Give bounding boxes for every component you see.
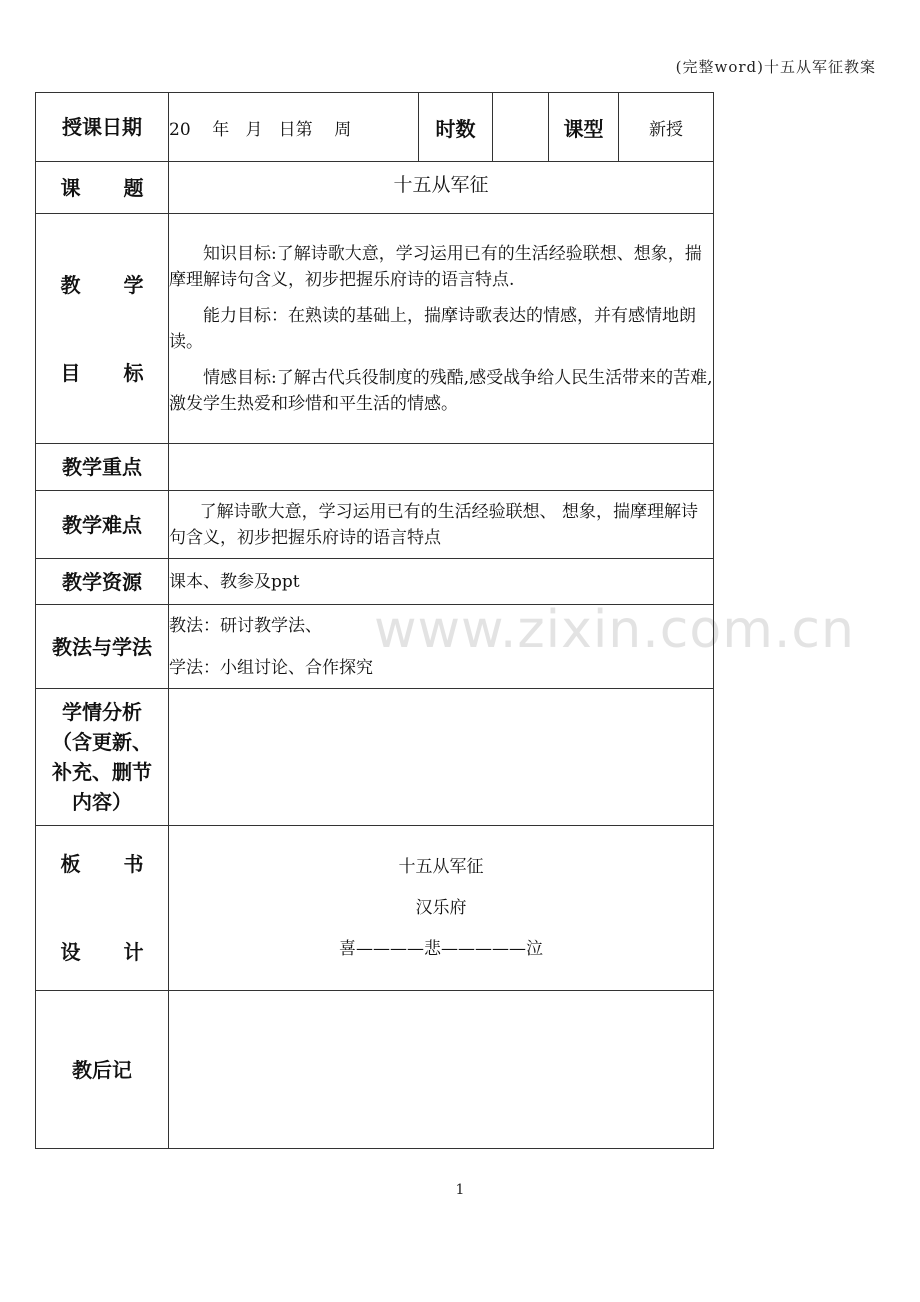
methods-label: 教法与学法 bbox=[36, 605, 169, 689]
analysis-label-line: （含更新、 bbox=[52, 730, 152, 754]
analysis-value bbox=[169, 689, 714, 826]
goal-emotion: 情感目标:了解古代兵役制度的残酷,感受战争给人民生活带来的苦难,激发学生热爱和珍惜和平生活的情感。 bbox=[169, 367, 713, 414]
goal-knowledge: 知识目标:了解诗歌大意，学习运用已有的生活经验联想、想象，揣摩理解诗句含义，初步把握乐府诗的语言特点. bbox=[169, 243, 702, 290]
board-design bbox=[169, 826, 714, 991]
key-points-row bbox=[36, 444, 714, 491]
goals-label-line2: 目 标 bbox=[60, 360, 162, 385]
watermark: www.zixin.com.cn bbox=[374, 600, 855, 660]
methods-content bbox=[169, 605, 714, 689]
analysis-row bbox=[36, 689, 714, 826]
page-number: 1 bbox=[455, 1182, 465, 1198]
board-line-title: 十五从军征 bbox=[398, 856, 484, 877]
reflection-label: 教后记 bbox=[36, 991, 169, 1149]
resources-label: 教学资源 bbox=[36, 559, 169, 605]
analysis-label bbox=[36, 689, 169, 826]
lesson-plan-table bbox=[35, 92, 714, 1149]
topic-label: 课 题 bbox=[36, 162, 169, 214]
board-label bbox=[36, 826, 169, 991]
difficulties-value bbox=[169, 491, 714, 559]
topic-value: 十五从军征 bbox=[169, 162, 714, 214]
teaching-method: 教法：研讨教学法、 bbox=[169, 615, 322, 636]
hours-value bbox=[493, 93, 549, 162]
board-line-author: 汉乐府 bbox=[415, 897, 467, 918]
goals-content bbox=[169, 214, 714, 444]
hours-label: 时数 bbox=[419, 93, 493, 162]
date-label: 授课日期 bbox=[36, 93, 169, 162]
lesson-type-label: 课型 bbox=[549, 93, 619, 162]
methods-row bbox=[36, 605, 714, 689]
goals-label bbox=[36, 214, 169, 444]
difficulties-text: 了解诗歌大意，学习运用已有的生活经验联想、 想象，揣摩理解诗句含义，初步把握乐府诗的语言特点 bbox=[169, 501, 698, 548]
board-row bbox=[36, 826, 714, 991]
difficulties-label: 教学难点 bbox=[36, 491, 169, 559]
goals-label-line1: 教 学 bbox=[60, 272, 162, 297]
board-line-emotion: 喜————悲—————泣 bbox=[339, 938, 543, 959]
resources-value: 课本、教参及ppt bbox=[169, 559, 714, 605]
board-label-line2: 设 计 bbox=[60, 940, 162, 964]
difficulties-row bbox=[36, 491, 714, 559]
document-title: (完整word)十五从军征教案 bbox=[675, 58, 876, 76]
key-points-value bbox=[169, 444, 714, 491]
analysis-label-line: 学情分析 bbox=[62, 700, 142, 724]
board-label-line1: 板 书 bbox=[60, 852, 162, 876]
goals-row bbox=[36, 214, 714, 444]
analysis-label-line: 内容） bbox=[72, 790, 132, 814]
lesson-type-value: 新授 bbox=[619, 93, 714, 162]
resources-row bbox=[36, 559, 714, 605]
goal-ability: 能力目标：在熟读的基础上，揣摩诗歌表达的情感，并有感情地朗读。 bbox=[169, 305, 696, 352]
key-points-label: 教学重点 bbox=[36, 444, 169, 491]
analysis-label-line: 补充、删节 bbox=[52, 760, 152, 784]
reflection-value bbox=[169, 991, 714, 1149]
learning-method: 学法：小组讨论、合作探究 bbox=[169, 657, 373, 678]
date-value: 20 年 月 日第 周 bbox=[169, 93, 419, 162]
date-row bbox=[36, 93, 714, 162]
topic-row bbox=[36, 162, 714, 214]
reflection-row bbox=[36, 991, 714, 1149]
